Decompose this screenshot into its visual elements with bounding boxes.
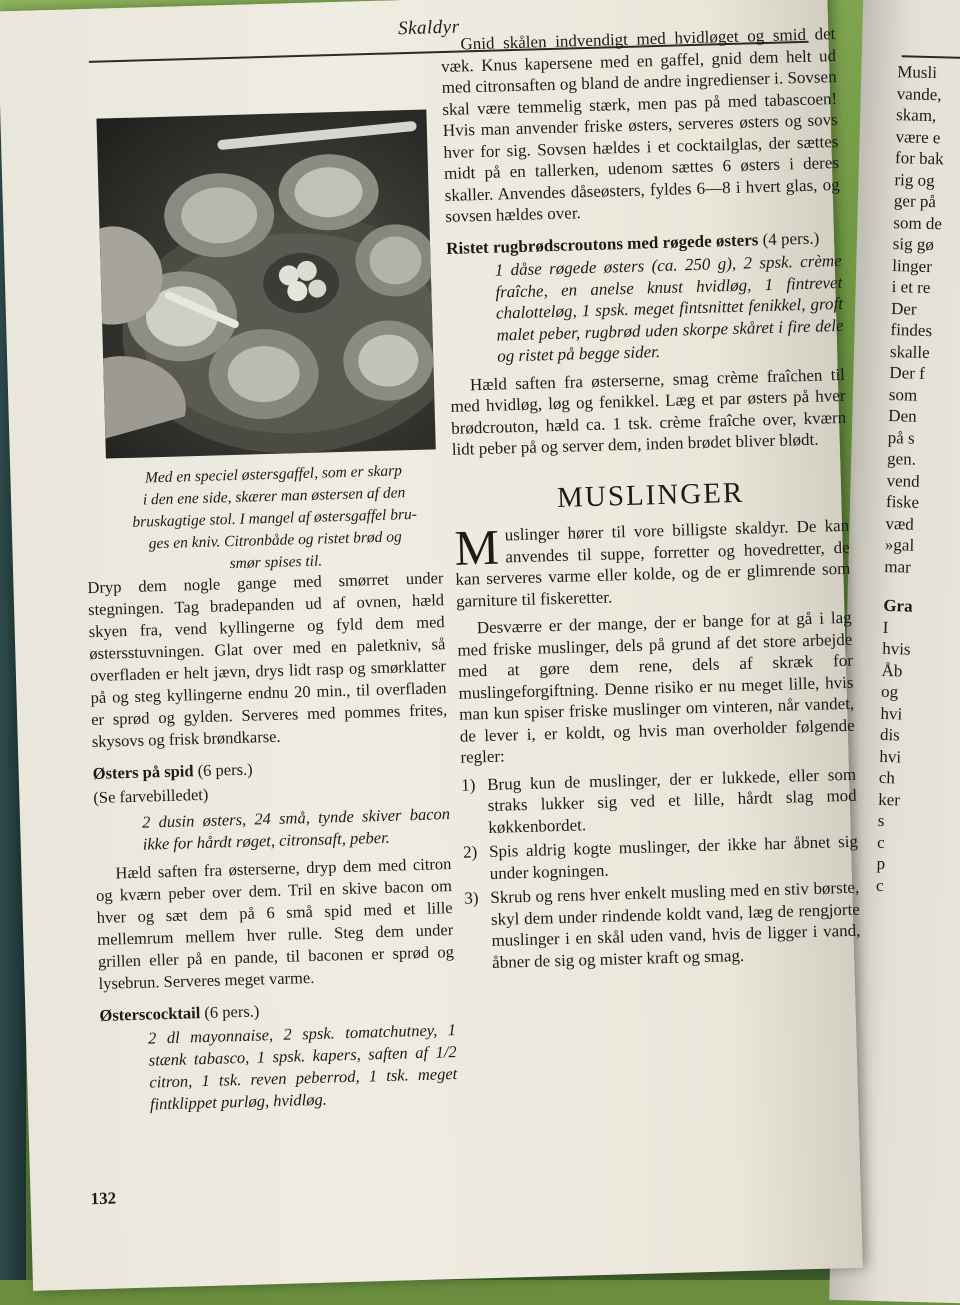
next-page-line: hvi (879, 746, 902, 766)
oysters-plate-illustration (96, 109, 435, 458)
recipe-ingredients: 2 dl mayonnaise, 2 spsk. tomatchutney, 1 stænk tabasco, 1 spsk. kapers, saften af 1/2 citron, 1 tsk. reven peberrod, 1 tsk. meget fintklippet purløg, hvidløg. (147, 1019, 458, 1114)
next-page-line: linger (892, 255, 933, 276)
next-page-line: I (882, 617, 889, 637)
next-page-line: som (888, 384, 918, 405)
running-head: Skaldyr (397, 16, 460, 40)
caption-line: smør spises til. (229, 552, 323, 573)
next-page-line: i et re (891, 277, 931, 298)
section-paragraph: Desværre er der mange, der er bange for at gå i lag med friske muslinger, dels på grund af det store arbejde med at gøre dem rene, dels af skræk for muslingeforgiftning. Denne risiko er nu meget lille, hvis man kun spiser friske muslinger om vinteren, når vandet, de lever i, er koldt, og hvis man overholder følgende regler: (457, 607, 855, 767)
section-title: MUSLINGER (556, 476, 745, 514)
next-page-line: for bak (894, 148, 944, 169)
rule-number: 3) (464, 888, 479, 908)
next-page-line: skam, (895, 105, 937, 126)
next-page-line: og (880, 681, 899, 702)
recipe-servings: (6 pers.) (204, 1001, 260, 1023)
recipe-method: Hæld saften fra østerserne, dryp dem med citron og kværn peber over dem. Tril en skive bacon om hver og sæt dem på 6 små spid med et lille mellemrum mellem hver rulle. Steg dem under grillen eller på en pande, til baconen er sprød og lysebrun. Serveres meget varme. (95, 854, 455, 993)
next-page-line: rig og (894, 169, 935, 190)
photo-caption (108, 459, 441, 578)
rule-text: Brug kun de muslinger, der er lukkede, eller som straks lukker sig ved et lille, hårdt slag mod køkkenbordet. (486, 764, 857, 837)
recipe-title: Østerscocktail (99, 1003, 201, 1025)
next-page-line: på s (887, 427, 915, 448)
next-page-line: Musli (897, 62, 938, 83)
next-page-line: Åb (881, 660, 903, 680)
page-number: 132 (90, 1188, 117, 1209)
rules-list (461, 763, 861, 973)
recipe-ingredients: 1 dåse røgede østers (ca. 250 g), 2 spsk. crème fraîche, en anelse knust hvidløg, 1 fintrevet chalotteløg, 1 spsk. meget fintsnittet fenikkel, groft malet peber, rugbrød uden skorpe skåret i fire dele og ristet på begge sider. (494, 250, 844, 366)
left-column (87, 567, 458, 1123)
next-page-line: fiske (885, 491, 920, 512)
rule-text: Spis aldrig kogte muslinger, der ikke har åbnet sig under kogningen. (488, 831, 859, 883)
next-page-line: ger på (893, 191, 937, 212)
recipe-servings: (4 pers.) (762, 228, 820, 249)
recipe-ingredients: 2 dusin østers, 24 små, tynde skiver bacon ikke for hårdt røget, citronsaft, peber. (141, 804, 451, 854)
next-page-line: skalle (889, 341, 930, 362)
rule-text: Skrub og rens hver enkelt musling med en stiv børste, skyl dem under rindende koldt vand, læg de rengjorte muslinger i en skål uden vand, hvis de ligger i vand, åbner de sig og mister kraft og smag. (490, 877, 861, 972)
caption-line: i den ene side, skærer man østersen af den (142, 484, 406, 509)
next-page-line: p (876, 853, 886, 874)
next-page-line: sig gø (892, 234, 935, 255)
next-page-line: s (877, 810, 885, 831)
caption-line: Med en speciel østersgaffel, som er skarp (144, 462, 403, 487)
rule-item (463, 831, 859, 885)
next-page-line: hvi (880, 703, 903, 723)
next-page-line: dis (879, 724, 901, 745)
recipe-title: Østers på spid (92, 761, 194, 784)
next-page-line: ch (878, 767, 896, 788)
next-page-line: »gal (884, 534, 915, 555)
caption-line: ges en kniv. Citronbåde og ristet brød og (148, 528, 403, 553)
next-page-line: findes (890, 320, 933, 341)
rule-item (461, 763, 858, 839)
next-page-line: c (876, 832, 885, 852)
next-page-line: gen. (886, 448, 917, 469)
section-intro (454, 515, 851, 612)
rule-number: 2) (462, 842, 478, 862)
right-column (440, 23, 861, 977)
next-page-line: vend (886, 470, 920, 491)
next-page-line: ker (878, 789, 901, 809)
rule-number: 1) (460, 774, 476, 795)
recipe-note: (Se farvebilledet) (93, 784, 209, 808)
next-page-line: vande, (896, 83, 942, 104)
next-page-line: Der f (889, 363, 926, 383)
cocktail-method: Gnid skålen indvendigt med hvidløget og smid det væk. Knus kapersene med en gaffel, gnid dem helt ud med citronsaften og bland de andre ingredienser i. Sovsen skal være temmelig stærk, men pas på med tabascoen! Hvis man anvender friske østers, serveres østers og sovs hver for sig. Sovsen hældes i et cocktailglas, der sættes midt på en tallerken, udenom sættes 6 østers i deres skaller. Anvendes dåseøsters, fyldes 6—8 i hvert glas, og sovsen hældes over. (440, 24, 840, 226)
section-intro-text: uslinger hører til vore billigste skaldyr. De kan anvendes til suppe, forretter og hovedretter, de kan serveres varme eller kolde, og de er glimrende som garniture til fiskeretter. (455, 515, 851, 611)
next-page-line: som de (893, 212, 943, 233)
next-page-line: væd (885, 513, 915, 534)
drop-cap: M (453, 518, 500, 576)
next-page-line: Der (890, 298, 917, 319)
caption-line: bruskagtige stol. I mangel af østersgaffel bru- (132, 505, 418, 531)
intro-paragraph: Dryp dem nogle gange med smørret under stegningen. Tag bradepanden ud af ovnen, hæld skyen fra, vend kyllingerne og fyld dem med østersstuvningen. Glat over med en paletkniv, så overfladen er helt jævn, drys lidt rasp og smørklatter på og steg kyllingerne endnu 20 min., til overfladen er sprød og gylden. Serveres med pommes frites, skysovs og frisk brøndkarse. (87, 568, 448, 752)
next-page-heading: Gra (883, 595, 913, 616)
recipe-method: Hæld saften fra østerserne, smag crème fraîchen til med hvidløg, løg og fenikkel. Læg et par østers på hver brødcrouton, hæld ca. 1 tsk. crème fraîche over, kværn lidt peber på og server dem, inden brødet bliver blødt. (450, 364, 847, 459)
rule-item (464, 877, 861, 974)
recipe-servings: (6 pers.) (197, 759, 253, 781)
oysters-photo (96, 109, 435, 458)
next-page-line: hvis (881, 638, 911, 659)
recipe-title: Ristet rugbrødscroutons med røgede østers (445, 229, 759, 258)
next-page-line: c (875, 875, 884, 895)
next-page-line: mar (884, 556, 912, 577)
next-page-line: være e (895, 126, 941, 147)
next-page-text (876, 61, 960, 900)
next-page-line: Den (888, 406, 917, 426)
